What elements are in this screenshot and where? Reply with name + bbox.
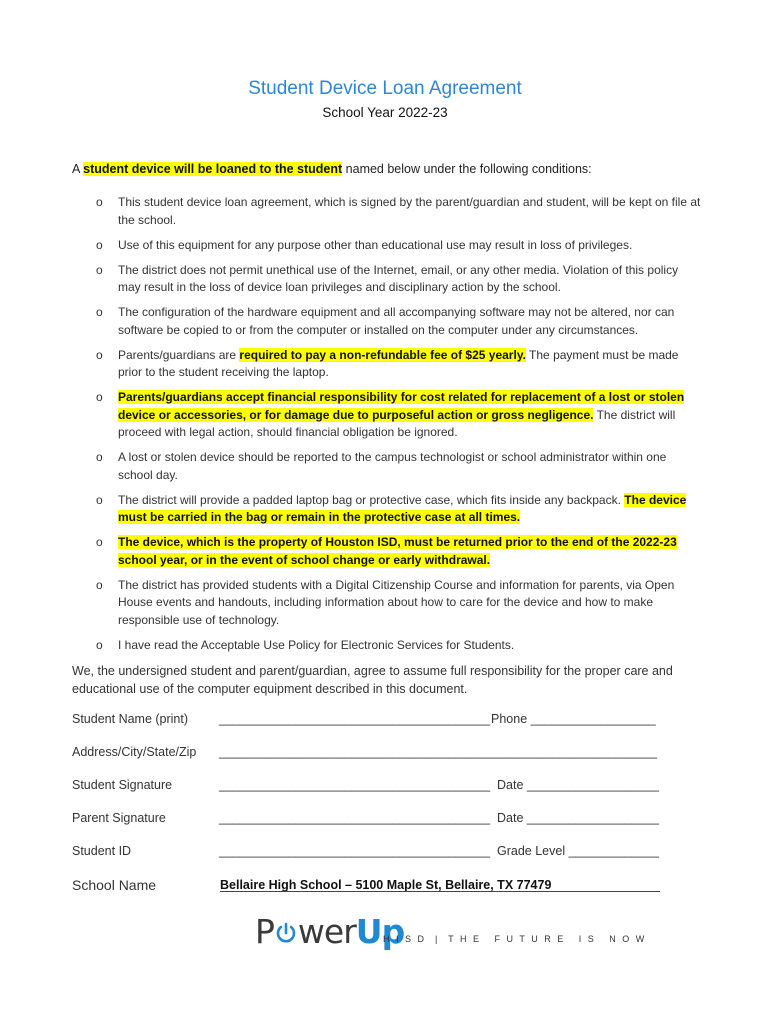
condition-text-pre: I have read the Acceptable Use Policy for Electronic Services for Students. [118, 637, 515, 652]
bullet-marker: o [96, 262, 103, 277]
condition-text-post: The payment must be made prior to the student receiving the laptop. [118, 347, 679, 379]
logo-word-up: Up [355, 912, 405, 951]
student-id-field [72, 844, 672, 864]
condition-item [72, 389, 702, 442]
condition-item [72, 347, 702, 382]
condition-text-pre: The district will provide a padded laptop bag or protective case, which fits inside any backpack. [118, 492, 625, 507]
student-id-label: Student ID [72, 844, 132, 858]
condition-text-pre: The district does not permit unethical use of the Internet, email, or any other media. Violation of this policy may result in the loss of device loan privileges and disciplinary action by the school. [118, 262, 679, 294]
parent-signature-input[interactable]: _______________________________________ [219, 811, 491, 825]
condition-text-hl: The device, which is the property of Houston ISD, must be returned prior to the end of the 2022-23 school year, or in the event of school change or early withdrawal. [118, 535, 677, 567]
power-icon [274, 921, 298, 945]
parent-signature-field [72, 811, 672, 831]
student-id-input[interactable]: _______________________________________ [219, 844, 491, 858]
student-name-field [72, 712, 672, 732]
intro-highlight: student device will be loaned to the student [83, 162, 343, 176]
powerup-logo [255, 912, 647, 956]
document-subtitle: School Year 2022-23 [322, 105, 448, 120]
parent-signature-label: Parent Signature [72, 811, 166, 825]
condition-text-pre: A lost or stolen device should be reported to the campus technologist or school administrator within one school day. [118, 450, 667, 482]
bullet-marker: o [96, 237, 103, 252]
condition-text-pre: Parents/guardians are [118, 347, 240, 362]
student-name-input[interactable]: _______________________________________ [219, 712, 491, 726]
condition-text-hl: The device must be carried in the bag or remain in the protective case at all times. [118, 492, 687, 524]
bullet-marker: o [96, 390, 103, 404]
condition-item [72, 534, 702, 569]
student-signature-input[interactable]: _______________________________________ [219, 778, 491, 792]
condition-item [72, 194, 702, 229]
address-label: Address/City/State/Zip [72, 745, 197, 759]
logo-word-wer: wer [297, 912, 356, 951]
condition-item [72, 304, 702, 339]
bullet-marker: o [96, 492, 103, 507]
grade-level-field[interactable]: Grade Level _____________ [497, 844, 659, 858]
intro-suffix: named below under the following conditions: [342, 162, 592, 176]
logo-letter-p: P [255, 912, 274, 951]
condition-text-pre: Use of this equipment for any purpose other than educational use may result in loss of privileges. [118, 237, 633, 252]
bullet-marker: o [96, 347, 103, 362]
condition-text-hl: Parents/guardians accept financial responsibility for cost related for replacement of a lost or stolen device or accessories, or for damage due to purposeful action or gross negligence. [118, 390, 685, 422]
condition-text-pre: The district has provided students with a Digital Citizenship Course and information for parents, via Open House events and handouts, including information about how to care for the device and how to make responsible use of technology. [118, 577, 675, 627]
bullet-marker: o [96, 637, 103, 652]
student-signature-label: Student Signature [72, 778, 173, 792]
condition-item [72, 577, 702, 630]
condition-item [72, 637, 702, 655]
student-name-label: Student Name (print) [72, 712, 189, 726]
closing-paragraph: We, the undersigned student and parent/guardian, agree to assume full responsibility for the proper care and educational use of the computer equipment described in this document. [72, 664, 673, 696]
condition-text-pre: This student device loan agreement, which is signed by the parent/guardian and student, will be kept on file at the school. [118, 195, 701, 227]
date-field-parent[interactable]: Date ___________________ [497, 811, 659, 825]
bullet-marker: o [96, 577, 103, 592]
phone-field[interactable]: Phone __________________ [491, 712, 656, 726]
condition-item [72, 237, 702, 255]
school-name-underline [220, 891, 660, 892]
school-name-value[interactable]: Bellaire High School – 5100 Maple St, Bellaire, TX 77479 [220, 878, 552, 892]
document-title: Student Device Loan Agreement [248, 78, 522, 99]
bullet-marker: o [96, 535, 103, 549]
condition-item [72, 262, 702, 297]
logo-wordmark [255, 912, 404, 951]
school-name-label: School Name [72, 877, 157, 893]
address-input[interactable]: _______________________________________________________________ [219, 745, 657, 759]
bullet-marker: o [96, 195, 103, 209]
condition-item [72, 449, 702, 484]
condition-text-post: The district will proceed with legal action, should financial obligation be ignored. [118, 407, 676, 439]
intro-paragraph [72, 161, 712, 178]
conditions-list [72, 194, 702, 662]
logo-tagline: H I S D | T H E F U T U R E I S N O W [383, 934, 647, 944]
student-signature-field [72, 778, 672, 798]
date-field-student[interactable]: Date ___________________ [497, 778, 659, 792]
bullet-marker: o [96, 305, 103, 319]
condition-text-pre: The configuration of the hardware equipment and all accompanying software may not be altered, nor can software be copied to or from the computer or installed on the computer under any circumstances. [118, 305, 675, 337]
bullet-marker: o [96, 450, 103, 464]
address-field [72, 745, 672, 765]
condition-item [72, 492, 702, 527]
intro-prefix: A [72, 162, 84, 176]
condition-text-hl: required to pay a non-refundable fee of $25 yearly. [239, 347, 526, 362]
